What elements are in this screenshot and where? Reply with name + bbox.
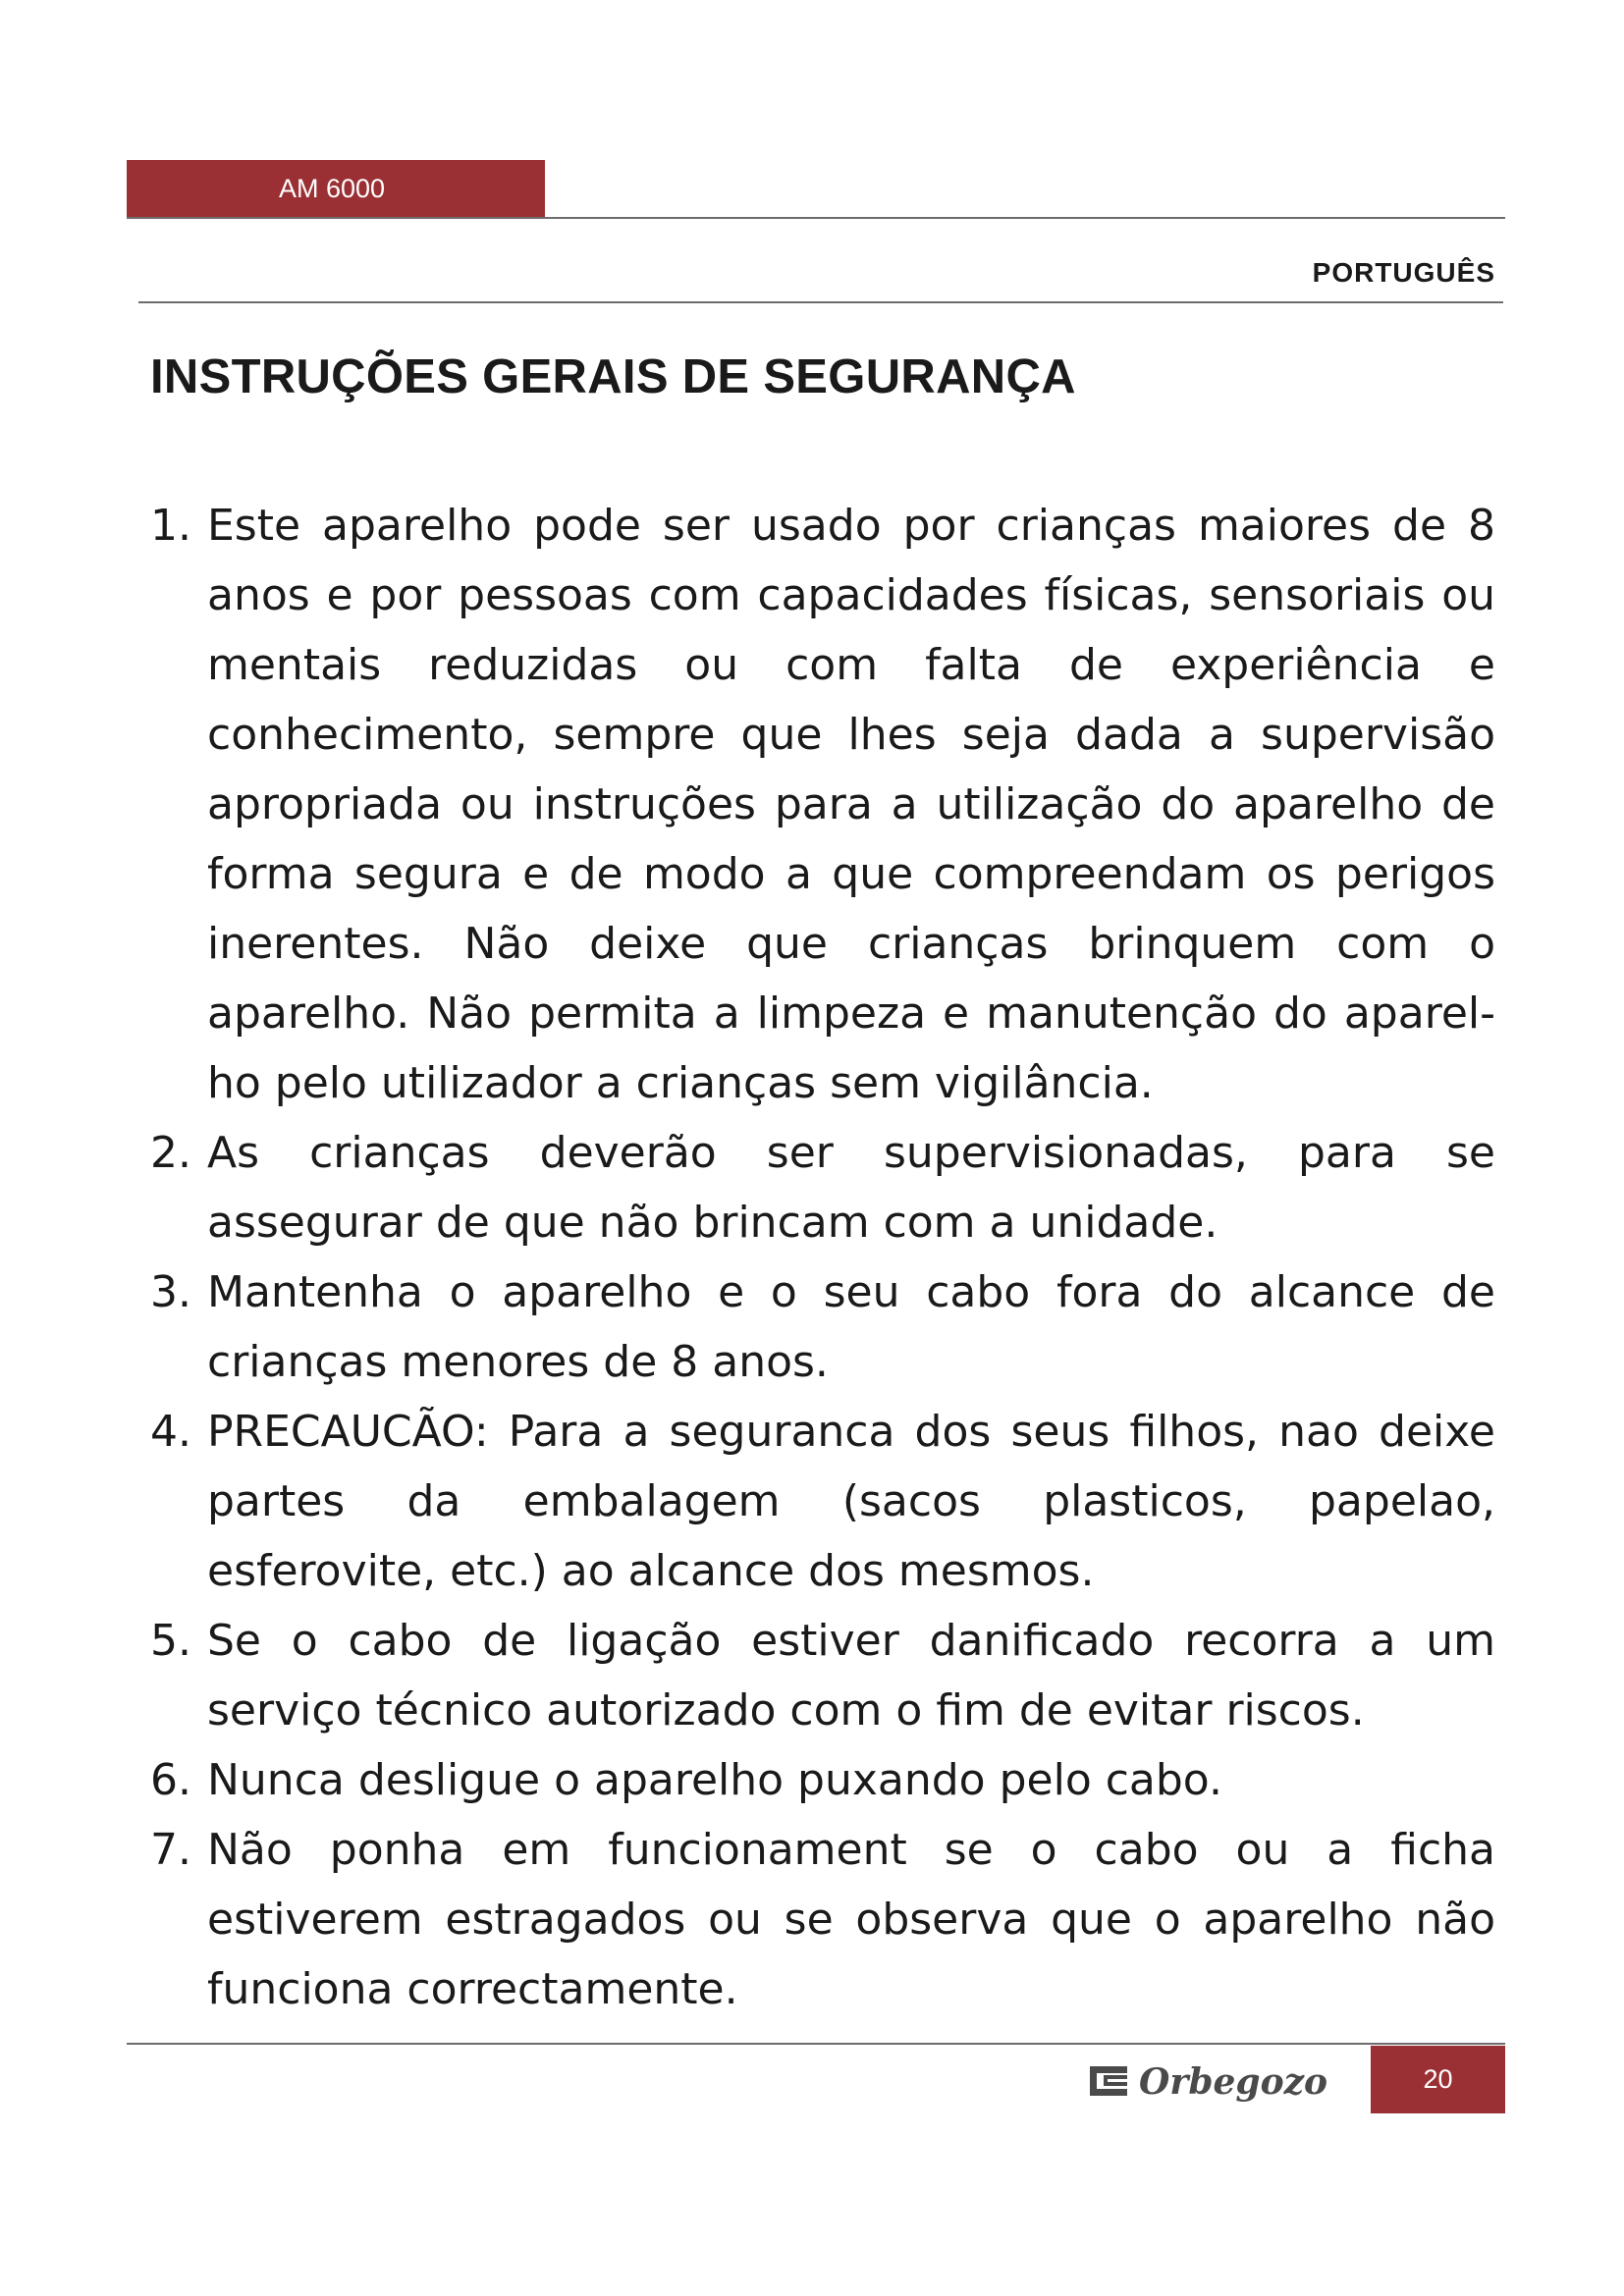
instruction-item xyxy=(150,1745,1495,1815)
instruction-text: Não ponha em funcionament se o cabo ou a ficha estiverem estragados ou se observa que o aparelho não funciona correctamente. xyxy=(207,1825,1495,2014)
model-label: AM 6000 xyxy=(127,160,545,217)
instruction-item xyxy=(150,1257,1495,1397)
instruction-item xyxy=(150,1815,1495,2024)
language-label: PORTUGUÊS xyxy=(1312,257,1495,288)
instruction-number: 1. xyxy=(150,501,191,551)
language-divider xyxy=(138,301,1503,303)
section-title: INSTRUÇÕES GERAIS DE SEGURANÇA xyxy=(150,350,1076,403)
instruction-number: 3. xyxy=(150,1267,191,1317)
brand-name: Orbegozo xyxy=(1139,2061,1328,2103)
footer-divider xyxy=(127,2043,1505,2045)
instruction-number: 5. xyxy=(150,1616,191,1666)
instruction-text: PRECAUCÃO: Para a seguranca dos seus filhos, nao deixe partes da embalagem (sacos plasticos, papelao, esferovite, etc.) ao alcance dos mesmos. xyxy=(207,1407,1495,1596)
instruction-number: 6. xyxy=(150,1755,191,1805)
instruction-text: Se o cabo de ligação estiver danificado recorra a um serviço técnico autorizado com o fim de evitar riscos. xyxy=(207,1616,1495,1735)
instruction-item xyxy=(150,1606,1495,1745)
instruction-item xyxy=(150,1118,1495,1257)
orbegozo-logo xyxy=(1090,2055,1353,2106)
page-number: 20 xyxy=(1371,2046,1505,2113)
instruction-text: Este aparelho pode ser usado por crianças maiores de 8 anos e por pessoas com capacidades físicas, sensoriais ou mentais reduzidas ou com falta de experiência e conhecimento, sempre que lhes seja dada a supervisão apropriada ou instruções para a utilização do aparelho de forma segura e de modo a que compreendam os perigos inerentes. Não deixe que crianças brinquem com o aparelho. Não permita a limpeza e manutenção do aparel-ho pelo utilizador a crianças sem vigilância. xyxy=(207,501,1495,1108)
instruction-item xyxy=(150,491,1495,1118)
safety-instructions-list xyxy=(150,491,1495,2024)
instruction-text: Mantenha o aparelho e o seu cabo fora do alcance de crianças menores de 8 anos. xyxy=(207,1267,1495,1387)
instruction-number: 7. xyxy=(150,1825,191,1875)
instruction-number: 2. xyxy=(150,1128,191,1178)
instruction-text: As crianças deverão ser supervisionadas, para se assegurar de que não brincam com a unidade. xyxy=(207,1128,1495,1248)
instruction-text: Nunca desligue o aparelho puxando pelo cabo. xyxy=(207,1755,1222,1805)
instruction-number: 4. xyxy=(150,1407,191,1457)
header-divider xyxy=(127,217,1505,219)
instruction-item xyxy=(150,1397,1495,1606)
